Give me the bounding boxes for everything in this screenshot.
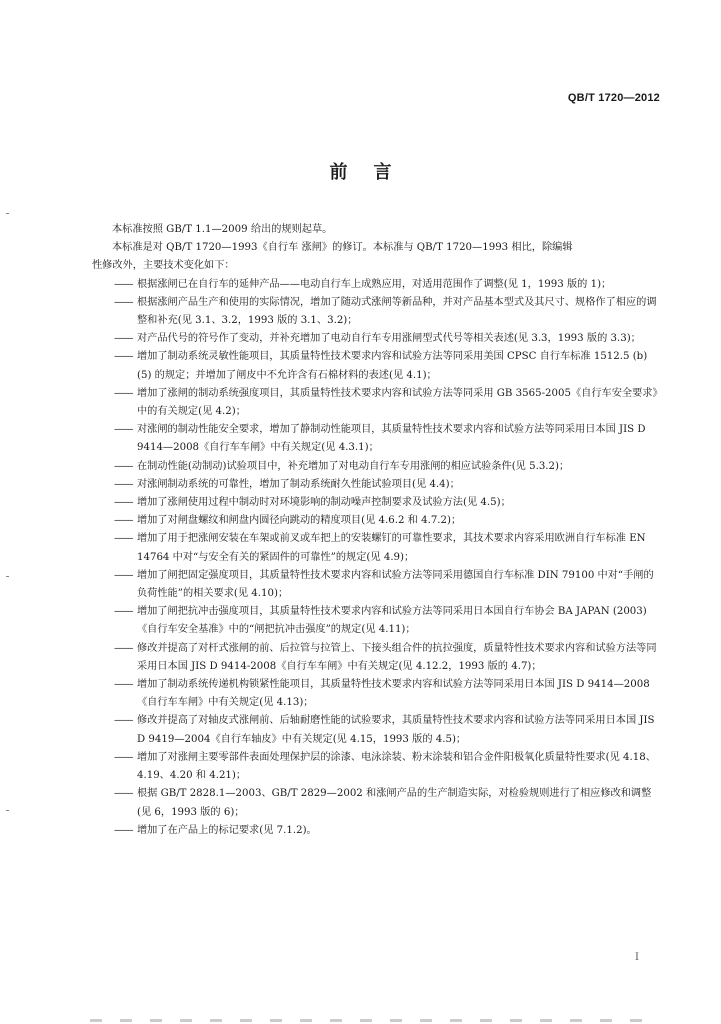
change-item-text: 增加了闸把抗冲击强度项目，其质量特性技术要求内容和试验方法等同采用日本国自行车协会 BA JAPAN (2003)《自行车安全基准》中的“闸把抗冲击强度”的规定(见 4.11)； bbox=[137, 606, 647, 636]
change-item bbox=[92, 330, 662, 348]
dash-mark: —— bbox=[114, 424, 133, 436]
change-item bbox=[92, 348, 662, 384]
change-item bbox=[92, 785, 662, 821]
page-title: 前言 bbox=[329, 162, 418, 183]
dash-mark: —— bbox=[114, 751, 133, 763]
change-item-text: 根据涨闸产品生产和使用的实际情况，增加了随动式涨闸等新品种，并对产品基本型式及其尺寸、规格作了相应的调整和补充(见 3.1、3.2，1993 版的 3.1、3.2)； bbox=[137, 296, 657, 327]
change-item-text: 修改并提高了对杆式涨闸的前、后拉管与拉管上、下接头组合件的抗拉强度，质量特性技术要求内容和试验方法等同采用日本国 JIS D 9414-2008《自行车车闸》中有关规定(见 4.12.2，1993 版的 4.7)； bbox=[137, 642, 657, 672]
change-item-text: 增加了制动系统传递机构锁紧性能项目，其质量特性技术要求内容和试验方法等同采用日本国 JIS D 9414—2008《自行车车闸》中有关规定(见 4.13)； bbox=[137, 679, 650, 709]
intro-paragraph-1: 本标准按照 GB/T 1.1—2009 给出的规则起草。 bbox=[112, 224, 333, 235]
dash-mark: —— bbox=[114, 478, 133, 490]
change-item-text: 增加了对涨闸主要零部件表面处理保护层的涂漆、电泳涂装、粉末涂装和铝合金件阳极氧化质量特性要求(见 4.18、4.19、4.20 和 4.21)； bbox=[137, 751, 656, 782]
change-item-text: 增加了涨闸的制动系统强度项目，其质量特性技术要求内容和试验方法等同采用 GB 3565-2005《自行车安全要求》中的有关规定(见 4.2)； bbox=[137, 387, 658, 418]
dash-mark: —— bbox=[114, 387, 133, 399]
change-item-text: 增加了在产品上的标记要求(见 7.1.2)。 bbox=[137, 824, 317, 836]
dash-mark: —— bbox=[114, 788, 133, 800]
dash-mark: —— bbox=[114, 824, 133, 836]
change-item-text: 在制动性能(动制动)试验项目中，补充增加了对电动自行车专用涨闸的相应试验条件(见 5.3.2)； bbox=[137, 460, 570, 472]
dash-mark: —— bbox=[114, 278, 133, 290]
intro-paragraph-2: 本标准是对 QB/T 1720—1993《自行车 涨闸》的修订。本标准与 QB/T 1720—1993 相比，除编辑 bbox=[112, 242, 573, 254]
change-item bbox=[92, 458, 662, 476]
dash-mark: —— bbox=[114, 642, 133, 654]
change-item-text: 增加了涨闸使用过程中制动时对环境影响的制动噪声控制要求及试验方法(见 4.5)； bbox=[137, 497, 511, 509]
intro-paragraph-2-cont: 性修改外，主要技术变化如下： bbox=[92, 260, 235, 272]
dash-mark: —— bbox=[114, 533, 133, 545]
page-number: I bbox=[635, 952, 639, 963]
change-item-text: 对涨闸制动系统的可靠性，增加了制动系统耐久性能试验项目(见 4.4)； bbox=[137, 478, 460, 490]
scan-margin-mark bbox=[6, 810, 9, 811]
dash-mark: —— bbox=[114, 515, 133, 527]
change-item bbox=[92, 385, 662, 421]
dash-mark: —— bbox=[114, 569, 133, 581]
change-item bbox=[92, 822, 662, 840]
scan-margin-mark bbox=[6, 213, 9, 214]
change-item-text: 修改并提高了对轴皮式涨闸前、后轴耐磨性能的试验要求，其质量特性技术要求内容和试验方法等同采用日本国 JIS D 9419—2004《自行车轴皮》中有关规定(见 4.15，1993 版的 4.5)； bbox=[137, 715, 655, 745]
change-item bbox=[92, 530, 662, 566]
change-item bbox=[92, 421, 662, 457]
dash-mark: —— bbox=[114, 679, 133, 691]
dash-mark: —— bbox=[114, 351, 133, 363]
change-item-text: 增加了闸把固定强度项目，其质量特性技术要求内容和试验方法等同采用德国自行车标准 DIN 79100 中对“手闸的负荷性能”的相关要求(见 4.10)； bbox=[137, 569, 654, 600]
change-item-text: 增加了用于把涨闸安装在车架或前叉或车把上的安装螺钉的可靠性要求，其技术要求内容采用欧洲自行车标准 EN 14764 中对“与安全有关的紧固件的可靠性”的规定(见 4.9)； bbox=[137, 533, 646, 563]
change-item bbox=[92, 567, 662, 603]
change-item bbox=[92, 603, 662, 639]
change-item bbox=[92, 276, 662, 294]
change-item-text: 根据 GB/T 2828.1—2003、GB/T 2829—2002 和涨闸产品的生产制造实际，对检验规则进行了相应修改和调整(见 6，1993 版的 6)； bbox=[137, 788, 652, 818]
standard-code: QB/T 1720—2012 bbox=[567, 92, 660, 104]
change-item bbox=[92, 494, 662, 512]
change-item bbox=[92, 749, 662, 785]
change-item-text: 根据涨闸已在自行车的延伸产品——电动自行车上成熟应用，对适用范围作了调整(见 1，1993 版的 1)； bbox=[137, 278, 612, 290]
change-item bbox=[92, 640, 662, 676]
change-item bbox=[92, 512, 662, 530]
scan-margin-mark bbox=[6, 576, 9, 577]
change-item-text: 对产品代号的符号作了变动，并补充增加了电动自行车专用涨闸型式代号等相关表述(见 3.3，1993 版的 3.3)； bbox=[137, 333, 641, 345]
dash-mark: —— bbox=[114, 333, 133, 345]
dash-mark: —— bbox=[114, 606, 133, 618]
change-item-text: 对涨闸的制动性能安全要求，增加了静制动性能项目，其质量特性技术要求内容和试验方法等同采用日本国 JIS D 9414—2008《自行车车闸》中有关规定(见 4.3.1)； bbox=[137, 424, 646, 454]
change-item bbox=[92, 712, 662, 748]
dash-mark: —— bbox=[114, 296, 133, 308]
change-item bbox=[92, 294, 662, 330]
foreword-body bbox=[92, 221, 662, 840]
change-item-text: 增加了对闸盘螺纹和闸盘内圆径向跳动的精度项目(见 4.6.2 和 4.7.2)； bbox=[137, 515, 462, 527]
scan-bottom-edge bbox=[90, 1019, 650, 1022]
dash-mark: —— bbox=[114, 497, 133, 509]
change-item bbox=[92, 676, 662, 712]
change-item bbox=[92, 476, 662, 494]
change-item-text: 增加了制动系统灵敏性能项目，其质量特性技术要求内容和试验方法等同采用美国 CPSC 自行车标准 1512.5 (b) (5) 的规定；并增加了闸皮中不允许含有石棉材料的表述(见 4.1)； bbox=[137, 351, 648, 381]
dash-mark: —— bbox=[114, 460, 133, 472]
dash-mark: —— bbox=[114, 715, 133, 727]
